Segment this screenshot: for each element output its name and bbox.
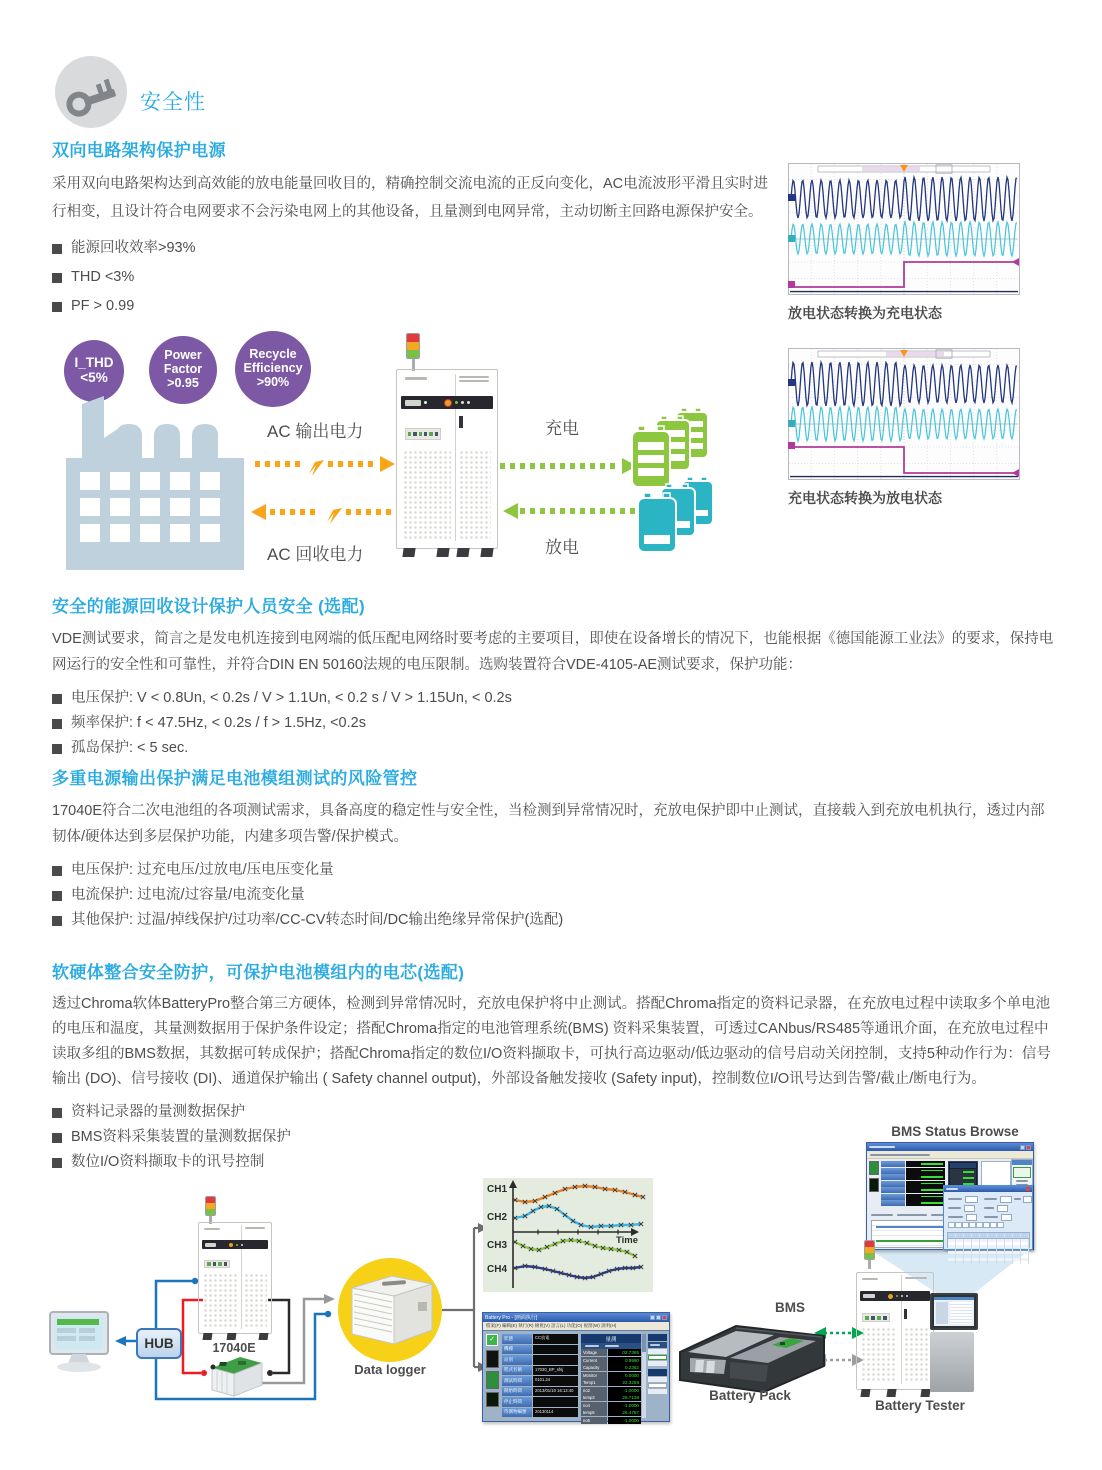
battery-green-icon <box>486 1371 499 1389</box>
bullet-square-icon <box>52 891 62 901</box>
charge-arrow <box>498 456 638 476</box>
minigrid-cell <box>990 1222 997 1228</box>
battery-pack-image <box>676 1310 828 1396</box>
bms-measure-row <box>950 1175 976 1181</box>
bms-status-row <box>881 1194 945 1200</box>
battery-slot-icon <box>486 1350 499 1368</box>
bp-status-row: 待測物編號 20130114 <box>502 1408 578 1418</box>
bp-measure-row: temp5 26.4787 <box>583 1410 639 1415</box>
battery-pack-label: Battery Pack <box>709 1388 791 1403</box>
section-title: 双向电路架构保护电源 <box>52 141 226 160</box>
battery-test-system-cabinet <box>396 369 498 549</box>
section-body: 采用双向电路架构达到高效能的放电能量回收目的，精确控制交流电流的正反向变化，AC电流波形平滑且实时进行相变，且设计符合电网要求不会污染电网上的其他设备，且量测到电网异常，主动切断主回路电源保护安全。 <box>52 176 769 220</box>
key-icon <box>55 56 127 128</box>
badge-line: Recycle <box>249 347 297 362</box>
bullet-square-icon <box>52 744 62 754</box>
bms-dialog-titlebar <box>944 1186 1032 1192</box>
bp-status-row: 機種 <box>502 1345 578 1355</box>
bullet-text: 孤岛保护: < 5 sec. <box>71 740 189 756</box>
minigrid-cell <box>955 1222 962 1228</box>
bms-status-row <box>881 1161 945 1167</box>
bp-status-row: 程式名稱 17030_BP_sfsj <box>502 1366 578 1376</box>
bms-status-row <box>881 1187 945 1193</box>
bms-status-row <box>881 1174 945 1180</box>
ac-return-arrow <box>248 500 396 524</box>
batterypro-window <box>482 1312 670 1422</box>
bullet-square-icon <box>52 273 62 283</box>
badge-line: <5% <box>80 370 108 385</box>
page-title: 安全性 <box>140 91 206 114</box>
computer-monitor-icon <box>48 1310 122 1374</box>
ch4-label: CH4 <box>487 1264 508 1275</box>
badge-line: I_THD <box>74 355 114 371</box>
bullet-list <box>52 858 1058 933</box>
section-vde-safety <box>52 592 1058 761</box>
bullet-text: PF > 0.99 <box>71 298 135 314</box>
minimize-button <box>1020 1145 1025 1150</box>
batterypro-right-panel <box>648 1334 667 1418</box>
badge-line: >0.95 <box>167 375 199 390</box>
bullet-square-icon <box>52 866 62 876</box>
bullet-text: 电流保护: 过电流/过容量/电流变化量 <box>71 887 305 903</box>
scrollbar <box>642 1334 646 1418</box>
bullet-text: 资料记录器的量测数据保护 <box>71 1104 245 1120</box>
section-body: 透过Chroma软体BatteryPro整合第三方硬体，检测到异常情况时，充放电保护将中止测试。搭配Chroma指定的资料记录器，在充放电过程中读取多个单电池的电压和温度，其量测数据用于保护条件设定；搭配Chroma指定的电池管理系统(BMS) 资料采集装置，可透过CANbus/RS485等通讯介面，在充放电过程中读取多组的BMS数据，其数据可转成保护；搭配Chroma指定的数位I/O资料撷取卡，可执行高边驱动/低边驱动的信号启动关闭控制，支持5种动作行为：信号输出 (DO)、信号接收 (DI)、通道保护输出 ( Safety channel output)，外部设备触发接收 (Safety input)，控制数位I/O讯号达到告警/截止/断电行为。 <box>52 996 1051 1087</box>
factory-icon <box>58 392 253 570</box>
bullet-item <box>52 292 776 321</box>
batterypro-titlebar <box>483 1313 669 1322</box>
ac-output-arrow <box>252 452 396 476</box>
bp-status-row: 狀態 CC放電 <box>502 1334 578 1344</box>
device-label: 17040E <box>212 1341 256 1355</box>
bms-status-row <box>881 1168 945 1174</box>
batterypro-body <box>483 1330 669 1421</box>
bullet-square-icon <box>52 694 62 704</box>
bullet-item <box>52 1100 1058 1125</box>
key-icon-glyph <box>55 56 127 128</box>
bullet-list <box>52 686 1058 761</box>
bullet-square-icon <box>52 302 62 312</box>
batterypro-measure-panel <box>581 1334 641 1423</box>
oscilloscope-waveform <box>788 163 1020 295</box>
section-body: VDE测试要求，简言之是发电机连接到电网端的低压配电网络时要考虑的主要项目，即使在设备增长的情况下，也能根据《德国能源工业法》的要求，保持电网运行的安全性和可靠性，并符合DIN EN 50160法规的电压限制。选购装置符合VDE-4105-AE测试要求，保护功能： <box>52 631 1054 673</box>
scope-caption: 放电状态转换为充电状态 <box>788 305 942 321</box>
tester-monitor <box>930 1293 978 1330</box>
dialog-field <box>948 1214 977 1221</box>
section-title: 安全的能源回收设计保护人员安全 (选配) <box>52 597 366 616</box>
dialog-cell-table <box>947 1232 1030 1248</box>
section-title: 软硬体整合安全防护，可保护电池模组内的电芯(选配) <box>52 963 465 982</box>
bp-status-row: 站別 <box>502 1355 578 1365</box>
signal-tower-icon <box>406 333 420 371</box>
battery-tester-label: Battery Tester <box>875 1398 965 1413</box>
section-multi-protection <box>52 764 1058 933</box>
bp-measure-row: Monitor 0.0000 <box>583 1372 639 1378</box>
cabinet-handle <box>904 1309 907 1319</box>
data-logger-icon <box>342 1268 440 1348</box>
badge-line: Efficiency <box>243 361 303 376</box>
dialog-field <box>1014 1196 1032 1203</box>
bullet-square-icon <box>52 1158 62 1168</box>
minigrid-cell <box>962 1222 969 1228</box>
bullet-item <box>52 686 1058 711</box>
minigrid-cell <box>983 1222 990 1228</box>
batterypro-status-rows <box>502 1334 578 1418</box>
signal-tower-icon <box>864 1240 875 1269</box>
scope-figure-charge-to-discharge <box>788 348 1022 508</box>
bms-status-row <box>881 1181 945 1187</box>
bullet-text: 能源回收效率>93% <box>71 240 196 256</box>
bullet-item <box>52 883 1058 908</box>
data-logger-label: Data logger <box>354 1362 426 1377</box>
scope-figure-discharge-to-charge <box>788 163 1022 323</box>
time-axis-label: Time <box>616 1235 639 1246</box>
signal-tower-icon <box>205 1196 216 1224</box>
minigrid-cell <box>948 1222 955 1228</box>
measure-rows <box>581 1349 641 1424</box>
maximize-button <box>656 1315 661 1320</box>
discharged-batteries-icon <box>636 477 718 555</box>
minigrid-cell <box>969 1222 976 1228</box>
monitor-pedestal <box>930 1332 974 1392</box>
channel-chart <box>483 1178 653 1292</box>
bullet-text: 频率保护: f < 47.5Hz, < 0.2s / f > 1.5Hz, <0.2s <box>71 715 366 731</box>
bms-status-row <box>881 1200 945 1206</box>
bms-icon-column <box>869 1161 879 1211</box>
dialog-field <box>984 1205 1008 1212</box>
bullet-square-icon <box>52 1108 62 1118</box>
minigrid-cell <box>976 1222 983 1228</box>
bullet-item <box>52 263 776 292</box>
close-button <box>1026 1145 1031 1150</box>
minimize-button <box>650 1315 655 1320</box>
badge-line: Factor <box>163 362 203 377</box>
batterypro-icon-column <box>486 1334 499 1418</box>
bullet-text: BMS资料采集装置的量测数据保护 <box>71 1129 291 1145</box>
battery-tester-cabinet <box>856 1272 934 1390</box>
dialog-field <box>948 1196 978 1203</box>
hub-label: HUB <box>144 1336 174 1351</box>
bp-measure-row: no4 -1.0000 <box>583 1402 639 1408</box>
bms-window-body <box>867 1159 1033 1249</box>
ac-return-label: AC 回收电力 <box>267 545 364 564</box>
bullet-text: 电压保护: V < 0.8Un, < 0.2s / V > 1.1Un, < 0.2 s / V > 1.15Un, < 0.2s <box>71 690 512 706</box>
bms-browse-window <box>866 1142 1034 1250</box>
bullet-square-icon <box>52 244 62 254</box>
bullet-text: THD <3% <box>71 269 135 285</box>
bullet-item <box>52 908 1058 933</box>
bms-browse-label: BMS Status Browse <box>891 1124 1019 1139</box>
bms-status-rows <box>881 1161 945 1207</box>
battery-module-icon <box>208 1352 266 1400</box>
battery-dark-icon <box>486 1392 499 1407</box>
bms-measure-row <box>950 1169 976 1175</box>
minigrid-cell <box>997 1222 1004 1228</box>
bp-status-row: 停止時間 <box>502 1397 578 1407</box>
ch2-label: CH2 <box>487 1212 508 1223</box>
measure-header: 量測 <box>581 1334 641 1343</box>
17040e-cabinet <box>198 1222 272 1334</box>
check-icon: ✓ <box>486 1334 498 1346</box>
oscilloscope-waveform <box>788 348 1020 480</box>
batterypro-menubar: 檔案(F) 編輯(E) 執行(R) 檢視(V) 語言(L) 功能(O) 視窗(W) 說明(H) <box>483 1322 669 1331</box>
bullet-item <box>52 736 1058 761</box>
hub-box <box>136 1328 182 1359</box>
bms-label: BMS <box>775 1300 805 1315</box>
bp-status-row: 開始時間 2013/01/10 16:13:40 <box>502 1387 578 1397</box>
bms-window-menubar <box>867 1151 1033 1159</box>
bms-dialog <box>943 1185 1033 1250</box>
section-bidirectional <box>52 136 776 321</box>
dialog-minigrid <box>948 1222 1004 1228</box>
bp-status-row: 測試時間 0101.24 <box>502 1376 578 1386</box>
bullet-square-icon <box>52 916 62 926</box>
bullet-list <box>52 234 776 321</box>
ac-output-label: AC 输出电力 <box>267 422 364 441</box>
bp-measure-row: temp3 26.7138 <box>583 1395 639 1400</box>
cabinet-handle <box>459 416 463 428</box>
discharge-arrow <box>502 501 642 521</box>
bp-measure-row: no2 -1.0000 <box>583 1387 639 1393</box>
close-button <box>662 1315 667 1320</box>
bms-window-titlebar <box>867 1143 1033 1151</box>
section-title: 多重电源输出保护满足电池模组测试的风险管控 <box>52 769 418 788</box>
discharge-label: 放电 <box>545 538 579 557</box>
window-buttons <box>650 1315 667 1320</box>
bp-measure-row: Temp1 22.3258 <box>583 1380 639 1385</box>
bp-measure-row: no6 -1.0000 <box>583 1417 639 1423</box>
bullet-square-icon <box>52 719 62 729</box>
charge-label: 充电 <box>545 419 579 438</box>
bullet-text: 数位I/O资料撷取卡的讯号控制 <box>71 1154 265 1170</box>
bullet-square-icon <box>52 1133 62 1143</box>
scope-caption: 充电状态转换为放电状态 <box>788 490 942 506</box>
bullet-text: 电压保护: 过充电压/过放电/压电压变化量 <box>71 862 334 878</box>
window-buttons <box>1020 1145 1031 1150</box>
table-row <box>948 1261 1029 1264</box>
batterypro-title: Battery Pro - [画面执行] <box>485 1315 538 1321</box>
bp-measure-row: Current 0.9960 <box>583 1357 639 1363</box>
dialog-field <box>984 1214 1012 1221</box>
badge-line: Power <box>164 348 202 363</box>
bullet-text: 其他保护: 过温/掉线保护/过功率/CC-CV转态时间/DC输出绝缘异常保护(选配) <box>71 912 564 928</box>
close-button <box>1026 1187 1030 1191</box>
bullet-item <box>52 858 1058 883</box>
bp-measure-row: Voltage 02.7365 <box>583 1350 639 1355</box>
bullet-item <box>52 234 776 263</box>
dialog-field <box>948 1205 975 1212</box>
ch1-label: CH1 <box>487 1184 508 1195</box>
dialog-field <box>984 1196 1012 1203</box>
ch3-label: CH3 <box>487 1240 508 1251</box>
badge-line: >90% <box>256 374 290 389</box>
section-body: 17040E符合二次电池组的各项测试需求，具备高度的稳定性与安全性，当检测到异常情况时，充放电保护即中止测试，直接载入到充放电机执行，透过内部韧体/硬体达到多层保护功能，内建多项告警/保护模式。 <box>52 803 1045 845</box>
bp-measure-row: Capacity 0.2362 <box>583 1365 639 1370</box>
bullet-item <box>52 711 1058 736</box>
